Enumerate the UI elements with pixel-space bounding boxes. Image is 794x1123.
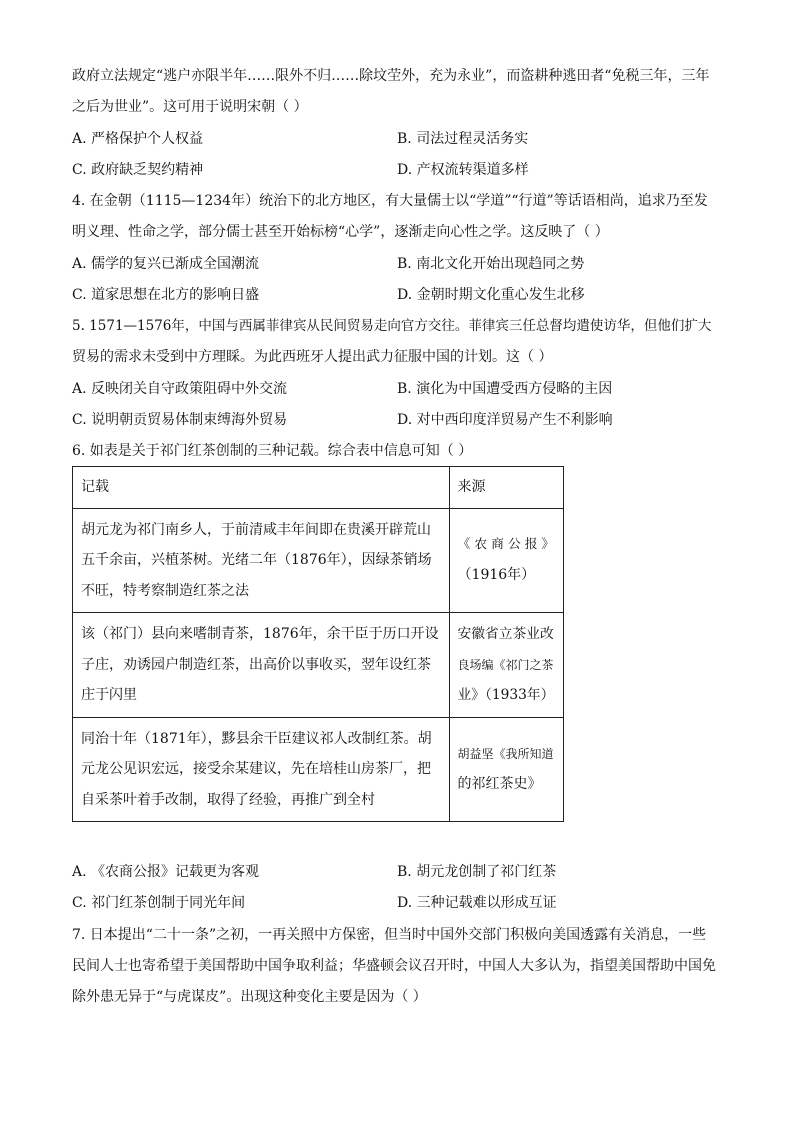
source-line: 安徽省立茶业改 xyxy=(457,626,554,642)
table-row xyxy=(73,508,564,613)
source-cell xyxy=(449,613,563,718)
record-line: 五千余亩，兴植茶树。光绪二年（1876年），因绿茶销场 xyxy=(81,552,432,568)
q5-option-a: A. 反映闭关自守政策阻碍中外交流 xyxy=(72,381,288,397)
record-cell xyxy=(73,508,450,613)
source-cell xyxy=(449,717,563,822)
q7-stem-line-1: 7. 日本提出“二十一条”之初，一再关照中方保密，但当时中国外交部门积极向美国透露有关消息，一些 xyxy=(72,927,707,943)
q5-option-c: C. 说明朝贡贸易体制束缚海外贸易 xyxy=(72,412,288,428)
q6-option-d: D. 三种记载难以形成互证 xyxy=(397,895,557,911)
q6-option-b: B. 胡元龙创制了祁门红茶 xyxy=(397,864,557,880)
table-header-row xyxy=(73,467,564,509)
q4-option-a: A. 儒学的复兴已渐成全国潮流 xyxy=(72,256,260,272)
record-line: 元龙公见识宏远，接受余某建议，先在培桂山房茶厂，把 xyxy=(81,761,431,777)
record-line: 不旺，特考察制造红茶之法 xyxy=(81,582,249,599)
table-row xyxy=(73,613,564,718)
q7-stem-line-3: 除外患无异于“与虎谋皮”。出现这种变化主要是因为（ ） xyxy=(72,989,427,1005)
record-line: 胡元龙为祁门南乡人，于前清咸丰年间即在贵溪开辟荒山 xyxy=(81,521,431,538)
source-line: 胡益坚《我所知道 xyxy=(457,746,554,761)
q3-option-c: C. 政府缺乏契约精神 xyxy=(72,162,204,178)
q7-stem-line-2: 民间人士也寄希望于美国帮助中国争取利益；华盛顿会议召开时，中国人大多认为，指望美国帮助中国免 xyxy=(72,958,716,974)
source-line: 良场编《祁门之茶 xyxy=(457,657,554,672)
q3-option-a: A. 严格保护个人权益 xyxy=(72,131,204,147)
record-line: 该（祁门）县向来嗜制青茶，1876年，余干臣于历口开设 xyxy=(81,626,439,642)
record-line: 同治十年（1871年），黟县余干臣建议祁人改制红茶。胡 xyxy=(81,730,432,747)
q5-option-b: B. 演化为中国遭受西方侵略的主因 xyxy=(397,381,613,397)
header-source: 来源 xyxy=(449,467,563,509)
q5-option-d: D. 对中西印度洋贸易产生不利影响 xyxy=(397,412,613,428)
q6-option-a: A. 《农商公报》记载更为客观 xyxy=(72,864,260,880)
source-cell xyxy=(449,508,563,613)
record-line: 自采茶叶着手改制，取得了经验，再推广到全村 xyxy=(81,791,375,808)
source-line: 的祁红茶史》 xyxy=(457,776,542,793)
q4-option-b: B. 南北文化开始出现趋同之势 xyxy=(397,256,585,272)
table-row xyxy=(73,717,564,822)
record-cell xyxy=(73,613,450,718)
record-cell xyxy=(73,717,450,822)
q3-stem-line-2: 之后为世业”。这可用于说明宋朝（ ） xyxy=(72,99,308,115)
q4-option-d: D. 金朝时期文化重心发生北移 xyxy=(397,287,585,303)
q4-option-c: C. 道家思想在北方的影响日盛 xyxy=(72,287,260,303)
header-record: 记载 xyxy=(73,467,450,509)
record-line: 庄于闪里 xyxy=(81,687,137,703)
source-line: （1916年） xyxy=(457,567,536,584)
records-table xyxy=(72,466,564,822)
record-line: 子庄，劝诱园户制造红茶，出高价以事收买，翌年设红茶 xyxy=(81,656,431,673)
q6-stem-line-1: 6. 如表是关于祁门红茶创制的三种记载。综合表中信息可知（ ） xyxy=(72,443,473,459)
q5-stem-line-1: 5. 1571—1576年，中国与西属菲律宾从民间贸易走向官方交往。菲律宾三任总督均遣使访华，但他们扩大 xyxy=(72,318,712,334)
source-line: 《 农 商 公 报 》 xyxy=(457,536,555,552)
q3-stem-line-1: 政府立法规定“逃户亦限半年……限外不归……除坟茔外，充为永业”，而盗耕种逃田者“免税三年，三年 xyxy=(72,68,710,84)
q5-stem-line-2: 贸易的需求未受到中方理睬。为此西班牙人提出武力征服中国的计划。这（ ） xyxy=(72,349,553,365)
q3-option-b: B. 司法过程灵活务实 xyxy=(397,131,529,147)
q6-option-c: C. 祁门红茶创制于同光年间 xyxy=(72,895,246,911)
source-line: 业》（1933年） xyxy=(457,687,555,703)
q4-stem-line-1: 4. 在金朝（1115—1234年）统治下的北方地区，有大量儒士以“学道”“行道”等话语相尚，追求乃至发 xyxy=(72,193,708,209)
q4-stem-line-2: 明义理、性命之学，部分儒士甚至开始标榜“心学”，逐渐走向心性之学。这反映了（ ） xyxy=(72,224,609,240)
q3-option-d: D. 产权流转渠道多样 xyxy=(397,162,529,178)
